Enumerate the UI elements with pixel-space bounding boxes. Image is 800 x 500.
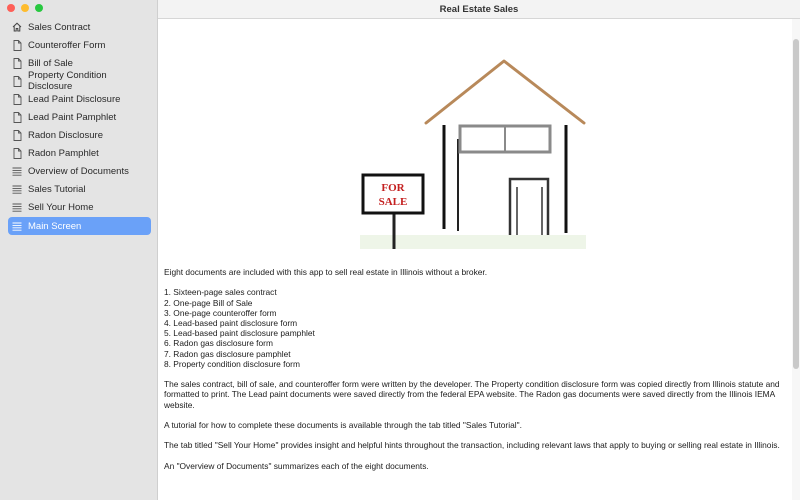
scrollbar-thumb[interactable] [793, 39, 799, 369]
sidebar-item-counteroffer-form[interactable] [8, 36, 151, 54]
sidebar-item-radon-disclosure[interactable] [8, 126, 151, 144]
description-text [164, 267, 786, 481]
sign-text-line1: FOR [381, 182, 405, 194]
document-icon [12, 94, 22, 105]
window-title: Real Estate Sales [439, 3, 519, 15]
sidebar-item-label: Lead Paint Disclosure [28, 93, 121, 105]
minimize-window-button[interactable] [21, 4, 29, 12]
overview-paragraph: An "Overview of Documents" summarizes each of the eight documents. [164, 460, 429, 471]
list-item: 2. One-page Bill of Sale [164, 297, 253, 308]
sources-paragraph: The sales contract, bill of sale, and counteroffer form were written by the developer. The Property condition disclosure form was copied directly from Illinois statute and formatted to print. The Lead paint documents were saved directly from the federal EPA website. The Radon gas documents were saved directly from the Illinois IEMA website. [164, 379, 780, 410]
sidebar [0, 0, 158, 500]
sidebar-item-label: Bill of Sale [28, 57, 73, 69]
list-icon [12, 221, 22, 232]
list-item: 1. Sixteen-page sales contract [164, 287, 277, 298]
document-icon [12, 112, 22, 123]
list-item: 3. One-page counteroffer form [164, 307, 277, 318]
sidebar-nav [8, 18, 151, 235]
list-icon [12, 166, 22, 177]
list-item: 7. Radon gas disclosure pamphlet [164, 348, 291, 359]
document-icon [12, 76, 22, 87]
main-content [158, 19, 792, 500]
zoom-window-button[interactable] [35, 4, 43, 12]
document-icon [12, 148, 22, 159]
sidebar-item-property-condition-disclosure[interactable] [8, 72, 151, 90]
list-item: 5. Lead-based paint disclosure pamphlet [164, 328, 315, 339]
sidebar-item-overview-of-documents[interactable] [8, 162, 151, 180]
sidebar-item-label: Radon Disclosure [28, 129, 103, 141]
sidebar-item-sales-contract[interactable] [8, 18, 151, 36]
list-icon [12, 202, 22, 213]
sidebar-item-label: Counteroffer Form [28, 39, 106, 51]
document-icon [12, 40, 22, 51]
sidebar-item-lead-paint-pamphlet[interactable] [8, 108, 151, 126]
list-item: 8. Property condition disclosure form [164, 358, 300, 369]
roof [426, 61, 584, 123]
intro-paragraph: Eight documents are included with this app to sell real estate in Illinois without a broker. [164, 267, 488, 277]
sidebar-item-main-screen[interactable] [8, 217, 151, 235]
sidebar-item-label: Sell Your Home [28, 201, 94, 213]
window-controls [7, 4, 43, 12]
house-icon [12, 22, 22, 33]
sidebar-item-sales-tutorial[interactable] [8, 180, 151, 198]
sidebar-item-label: Radon Pamphlet [28, 147, 99, 159]
document-list [164, 287, 786, 369]
sidebar-item-label: Sales Contract [28, 21, 91, 33]
sidebar-item-label: Sales Tutorial [28, 183, 86, 195]
sidebar-item-radon-pamphlet[interactable] [8, 144, 151, 162]
document-icon [12, 130, 22, 141]
house-for-sale-illustration [360, 39, 586, 251]
document-icon [12, 58, 22, 69]
sidebar-item-label: Lead Paint Pamphlet [28, 111, 117, 123]
close-window-button[interactable] [7, 4, 15, 12]
sidebar-item-lead-paint-disclosure[interactable] [8, 90, 151, 108]
sidebar-item-label: Property Condition Disclosure [28, 70, 107, 92]
list-icon [12, 184, 22, 195]
title-bar [158, 0, 800, 19]
tutorial-paragraph: A tutorial for how to complete these documents is available through the tab titled "Sales Tutorial". [164, 420, 522, 430]
list-item: 4. Lead-based paint disclosure form [164, 318, 298, 328]
sidebar-item-label: Main Screen [28, 220, 82, 232]
sidebar-item-sell-your-home[interactable] [8, 198, 151, 216]
sell-your-home-paragraph: The tab titled "Sell Your Home" provides insight and helpful hints throughout the transaction, including relevant laws that apply to buying or selling real estate in Illinois. [164, 440, 780, 451]
sidebar-item-label: Overview of Documents [28, 165, 129, 177]
vertical-scrollbar[interactable] [792, 19, 800, 500]
list-item: 6. Radon gas disclosure form [164, 338, 273, 349]
sign-text-line2: SALE [378, 196, 408, 208]
